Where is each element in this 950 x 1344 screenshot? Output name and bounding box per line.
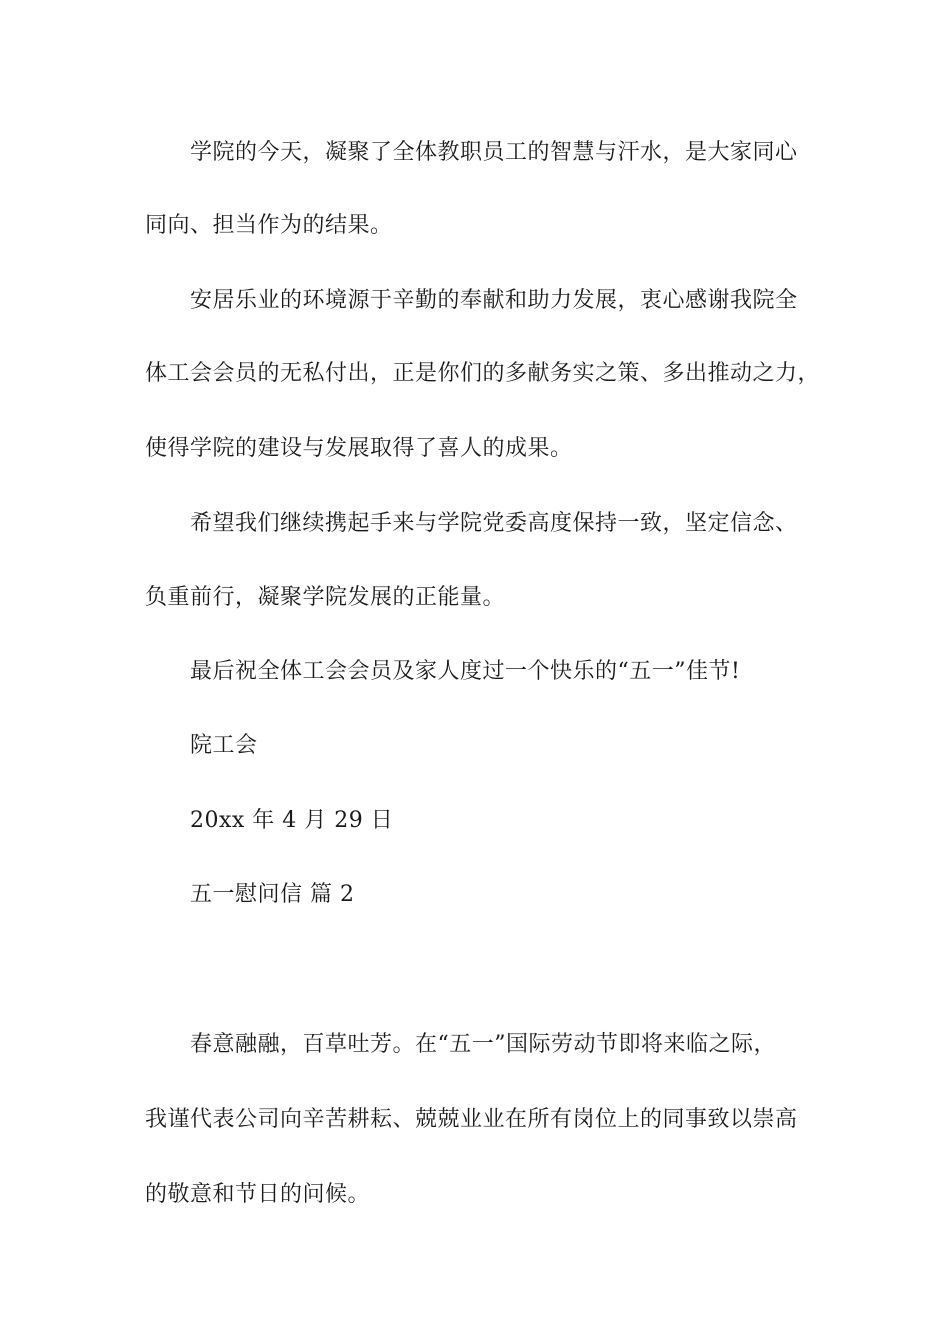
paragraph-2-line-1: 安居乐业的环境源于辛勤的奉献和助力发展，衷心感谢我院全 <box>190 288 798 313</box>
section-heading: 五一慰问信 篇 2 <box>190 882 355 907</box>
paragraph-2-line-2: 体工会会员的无私付出，正是你们的多献务实之策、多出推动之力， <box>145 361 821 386</box>
paragraph-2-line-3: 使得学院的建设与发展取得了喜人的成果。 <box>145 436 573 461</box>
paragraph-4-line-2: 我谨代表公司向辛苦耕耘、兢兢业业在所有岗位上的同事致以崇高 <box>145 1107 798 1132</box>
paragraph-1-line-1: 学院的今天，凝聚了全体教职员工的智慧与汗水，是大家同心 <box>190 140 798 165</box>
paragraph-1-line-2: 同向、担当作为的结果。 <box>145 213 393 238</box>
signature-date: 20xx 年 4 月 29 日 <box>190 808 394 833</box>
paragraph-3-line-1: 希望我们继续携起手来与学院党委高度保持一致，坚定信念、 <box>190 511 798 536</box>
signature-org: 院工会 <box>190 733 258 758</box>
paragraph-4-line-3: 的敬意和节日的问候。 <box>145 1182 371 1207</box>
closing-wish: 最后祝全体工会会员及家人度过一个快乐的“五一”佳节! <box>190 659 741 684</box>
paragraph-3-line-2: 负重前行，凝聚学院发展的正能量。 <box>145 585 506 610</box>
paragraph-4-line-1: 春意融融，百草吐芳。在“五一”国际劳动节即将来临之际， <box>190 1032 776 1057</box>
